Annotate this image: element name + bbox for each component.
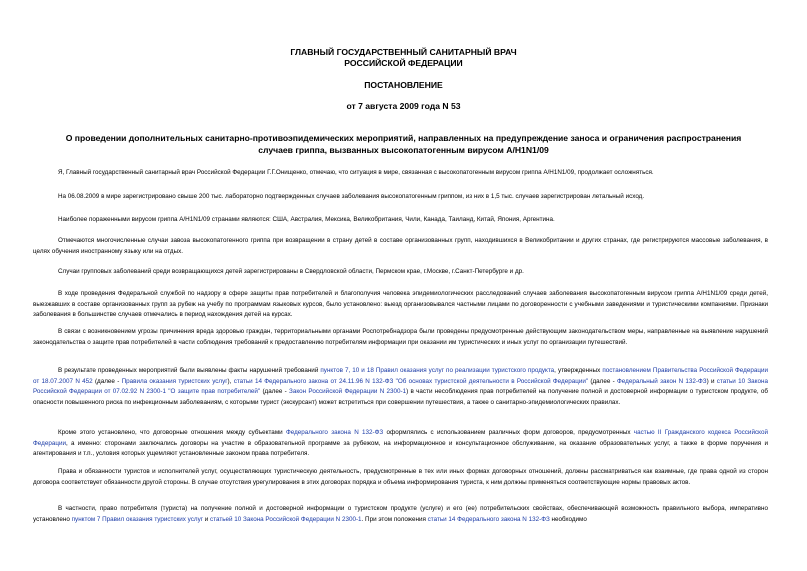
paragraph-investigation: В ходе проведения Федеральной службой по надзору в сфере защиты прав потребителей и благополучия человека эпидемиологических расследований случаев заболевания высокопатогенным вирусом гриппа A/H1N1/09 среди детей, выезжавших в составе организованных групп за рубеж на учебу по программам языковых курсов, было установлено: выезд организовывался частными лицами по договоренности с учебными заведениями и туристическими компаниями. Признаки заболевания в большинстве случаев отмечались в период нахождения детей на курсах. <box>33 290 768 319</box>
paragraph-imported-cases: Отмечаются многочисленные случаи завоза высокопатогенного гриппа при возвращении в страну детей в составе организованных групп, находившихся в Великобритании и других странах, где регистрируются массовые заболевания, в целях обучения иностранному языку или на отдых. <box>33 237 768 255</box>
link-rules-items-7-10-18[interactable]: пунктов 7, 10 и 18 Правил оказания услуг по реализации туристского продукта <box>320 367 555 374</box>
text-run: (далее - <box>92 377 122 385</box>
issuer-line-1: ГЛАВНЫЙ ГОСУДАРСТВЕННЫЙ САНИТАРНЫЙ ВРАЧ <box>290 47 517 57</box>
link-federal-law-132[interactable]: Федерального закона N 132-ФЗ <box>285 429 384 436</box>
paragraph-situation: Я, Главный государственный санитарный врач Российской Федерации Г.Г.Онищенко, отмечаю, что ситуация в мире, связанная с высокопатогенным вирусом гриппа A/H1N1/09, продолжает осложняться. <box>58 169 654 176</box>
text-run: Кроме этого установлено, что договорные отношения между субъектами <box>58 429 286 436</box>
document-type: ПОСТАНОВЛЕНИЕ <box>364 80 443 90</box>
link-law-132-article-14[interactable]: статьи 14 Федерального закона N 132-ФЗ <box>427 515 550 523</box>
link-rules-item-7[interactable]: пунктом 7 Правил оказания туристских услуг <box>71 515 204 523</box>
paragraph-countries: Наиболее пораженными вирусом гриппа A/H1N1/09 странами являются: США, Австралия, Мексика, Великобритания, Чили, Канада, Таиланд, Китай, Япония, Аргентина. <box>58 216 555 223</box>
link-law-2300-1-article-10[interactable]: статьей 10 Закона Российской Федерации N 2300-1 <box>210 515 362 523</box>
paragraph-violations <box>33 366 768 408</box>
text-run: необходимо <box>549 515 587 523</box>
link-law-2300-1-article-10[interactable]: статьи 10 Закона Российской Федерации от 07.02.92 N 2300-1 "О защите прав потребителей" <box>33 377 768 396</box>
link-federal-law-132[interactable]: Федеральный закон N 132-ФЗ <box>617 377 707 385</box>
link-law-2300-1[interactable]: Закон Российской Федерации N 2300-1 <box>289 388 407 396</box>
text-run: В результате проведенных мероприятий были выявлены факты нарушений требований <box>58 367 321 374</box>
paragraph-group-cases: Случаи групповых заболеваний среди возвращающихся детей зарегистрированы в Свердловской области, Пермском крае, г.Москве, г.Санкт-Петербурге и др. <box>58 268 524 275</box>
link-law-132-article-14[interactable]: статьи 14 Федерального закона от 24.11.96 N 132-ФЗ "Об основах туристской деятельности в Российской Федерации" <box>233 377 589 385</box>
text-run: В частности, право потребителя (туриста) на получение полной и достоверной информации о туристском продукте (услуге) и его (ее) потребительских свойствах, обеспечивающей возможность правильного выбора, императивно установлено <box>33 505 768 523</box>
link-government-decree-452[interactable]: постановлением Правительства Российской Федерации от 18.07.2007 N 452 <box>33 367 768 385</box>
text-run: ), <box>227 377 234 385</box>
document-date-number: от 7 августа 2009 года N 53 <box>346 101 461 111</box>
text-run: , а именно: сторонами заключались договоры на участие в образовательной программе за рубежом, на информационное и консультационное обслуживание, на оказание образовательных услуг, а также в форме поручения и агентирования и т.п., условия которых ущемляют установленные законом права потребителя. <box>33 439 768 458</box>
paragraph-rights-obligations: Права и обязанности туристов и исполнителей услуг, осуществляющих туристическую деятельность, предусмотренные в тех или иных формах договорных отношений, должны рассматриваться как взаимные, где права одной из сторон договора соответствует обязанности другой стороны. В случае отсутствия урегулирования в этих договорах порядка и объема информирования туриста, к ним должны применяться соответствующие нормы правовых актов. <box>33 468 768 486</box>
text-run: ) и <box>706 377 717 385</box>
text-run: , утвержденных <box>554 367 603 374</box>
text-run: и <box>203 515 211 523</box>
text-run: оформлялись с использованием различных форм договоров, предусмотренных <box>383 429 634 436</box>
issuer-line-2: РОССИЙСКОЙ ФЕДЕРАЦИИ <box>344 58 463 68</box>
document-title-line-1: О проведении дополнительных санитарно-противоэпидемических мероприятий, направленных на предупреждение заноса и ограничения распространения <box>65 133 742 143</box>
document-title-line-2: случаев гриппа, вызванных высокопатогенным вирусом A/H1N1/09 <box>258 145 549 155</box>
paragraph-consumer-right <box>33 504 768 525</box>
paragraph-statistics: На 06.08.2009 в мире зарегистрировано свыше 200 тыс. лабораторно подтвержденных случаев заболевания высокопатогенным гриппом, из них в 1,5 тыс. случаев зарегистрирован летальный исход. <box>58 193 645 200</box>
text-run: ) в части несоблюдения прав потребителей на получение полной и достоверной информации о туристском продукте, об опасности повышенного риска по инфекционным заболеваниям, с которыми турист (экскурсант) может встретиться при совершении путешествия, а также о санитарно-эпидемиологических правилах. <box>33 388 768 406</box>
link-tourist-services-rules[interactable]: Правила оказания туристских услуг <box>121 377 228 385</box>
text-run: (далее - <box>260 388 290 396</box>
paragraph-measures: В связи с возникновением угрозы причинения вреда здоровью граждан, территориальными органами Роспотребнадзора были проведены предусмотренные действующим законодательством меры, направленные на выявление нарушений законодательства о защите прав потребителей в части соблюдения требований к предоставлению потребителям информации при оказании им туристических и иных услуг по организации путешествий. <box>33 328 768 346</box>
text-run: . При этом положения <box>361 515 428 523</box>
paragraph-contracts <box>33 428 768 460</box>
text-run: (далее - <box>588 377 618 385</box>
link-civil-code-part-2[interactable]: частью II Гражданского кодекса Российской Федерации <box>33 429 768 447</box>
